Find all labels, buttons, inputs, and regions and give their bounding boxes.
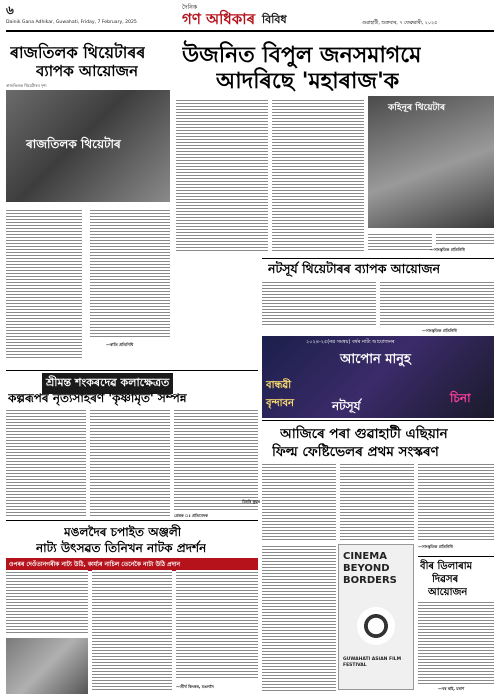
story-maharaj (176, 36, 494, 256)
headline-line2: আদৰিছে 'মহাৰাজ'ক (216, 69, 400, 94)
byline: —সাংস্কৃতিক প্ৰতিনিধি (422, 328, 457, 333)
body-text (174, 408, 258, 512)
divider (418, 556, 494, 557)
body-text (418, 462, 494, 542)
headline-line1: বীৰ ডিলাৰাম (420, 561, 473, 572)
kohinoor-photo (368, 96, 494, 228)
divider (262, 258, 494, 259)
poster-line1: CINEMA (343, 551, 387, 562)
rajtilak-photo (6, 90, 170, 202)
story-natasurya (262, 258, 494, 418)
body-text (262, 280, 376, 326)
byline: —স্বাতি প্ৰতিনিধি (106, 342, 134, 347)
body-text (176, 570, 258, 680)
divider (6, 370, 258, 371)
body-text (380, 280, 494, 326)
poster-graphic (357, 607, 395, 645)
headline-line1: উজনিত বিপুল জনসমাগমে (182, 43, 422, 68)
headline-line2: দিৱসৰ (432, 574, 459, 585)
advert-badge: চিনা (450, 391, 471, 405)
headline-line1: মঙলদৈৰ চপাইত অঞ্জলী (64, 525, 182, 539)
headline-line1: শ্ৰীমন্ত শংকৰদেৱ কলাক্ষেত্ৰত (42, 373, 173, 394)
sub-banner: ওপৰৰ দেওঁতানগৰীক নাট্য উঠি, কাৰ্য্যৰ নাচিল তেনেকৈ নাট্য উঠি প্ৰদান (6, 558, 258, 571)
body-text (6, 408, 86, 518)
photo-label: ৰাজতিলক থিয়েটাৰ (26, 137, 121, 151)
headline-line2: ফিল্ম ফেষ্টিভেলৰ প্ৰথম সংস্কৰণ (272, 444, 439, 460)
masthead-english-line: Dainik Gana Adhikar, Guwahati, Friday, 7 February, 2025 (6, 20, 137, 25)
headline: নটসূৰ্য থিয়েটাৰৰ ব্যাপক আয়োজন (268, 261, 441, 276)
body-text (418, 600, 494, 684)
body-text (6, 570, 88, 634)
advert-subtitle-2: বৃন্দাবন (266, 398, 295, 409)
natasurya-advert (262, 336, 494, 418)
headline-line2: নাট্য উৎসৱত তিনিখন নাটক প্ৰদৰ্শন (36, 541, 207, 555)
headline-line1: আজিৰে পৰা গুৱাহাটী এছিয়ান (280, 426, 448, 442)
byline: —বৰ ৰাই, মৰাণ (438, 686, 465, 691)
advert-year-line: ২০২৪-২৫(নৱ সমন্বয়) বৰ্ষৰ নাট্য আয়োজনৰ (306, 339, 395, 345)
byline: —সাংস্কৃতিক প্ৰতিনিধি (430, 247, 465, 252)
poster-line3: BORDERS (343, 575, 397, 586)
byline: মিৰৰি কুৱৰ (242, 499, 260, 504)
advert-theatre-name: নটসূৰ্য (332, 399, 361, 413)
advert-subtitle-1: বান্ধৱী (266, 380, 292, 391)
headline-line2: কল্পৰূপৰ নৃত্যসাহৰণ 'কৃষ্ণামৃত' সম্পন্ন (8, 391, 187, 405)
section-title: বিবিধ (262, 13, 287, 26)
byline: —তীৰ্থ কিংকৰ, মঙলদৈ (176, 684, 214, 689)
divider (262, 420, 494, 421)
poster-line2: BEYOND (343, 563, 390, 574)
newspaper-logo: গণ অধিকাৰ (182, 10, 256, 28)
body-text (272, 98, 364, 252)
body-text (176, 98, 268, 252)
festival-poster (338, 544, 414, 690)
body-text (262, 462, 336, 542)
story-rajtilak (6, 36, 172, 366)
photo-caption: ৰাজতিলক থিয়েটাৰৰ দৃশ্য (6, 83, 47, 88)
body-text (262, 544, 336, 692)
story-bir-dilaram (418, 556, 494, 696)
body-text (368, 232, 432, 252)
poster-footer: GUWAHATI ASIAN FILM FESTIVAL (343, 657, 402, 668)
logo-small-text: দৈনিক (182, 4, 198, 11)
body-text (436, 232, 494, 246)
advert-title: আপোন মানুহ (340, 352, 411, 367)
masthead-date: গুৱাহাটী, শুক্ৰবাৰ, ৭ ফেব্ৰুৱাৰী, ২০২৫ (362, 21, 438, 26)
photo-label: কহিনূৰ থিয়েটাৰ (388, 103, 446, 113)
headline-line1: ৰাজতিলক থিয়েটাৰৰ (10, 43, 146, 62)
masthead-rule (6, 30, 494, 32)
body-text (90, 208, 170, 338)
body-text (340, 462, 414, 542)
body-text (92, 570, 172, 690)
body-text (90, 408, 170, 518)
headline-line3: আয়োজন (428, 587, 468, 598)
page-number: ৬ (6, 3, 14, 17)
byline: —সাংস্কৃতিক প্ৰতিনিধি (418, 544, 453, 549)
mangaldai-photo (6, 638, 88, 694)
story-mangaldai (6, 520, 258, 696)
headline-line2: ব্যাপক আয়োজন (36, 62, 139, 80)
byline: প্ৰেৰক ঃ প্ৰতিবেদক (174, 513, 208, 518)
body-text (6, 208, 82, 358)
divider (6, 520, 258, 521)
masthead (0, 0, 500, 34)
